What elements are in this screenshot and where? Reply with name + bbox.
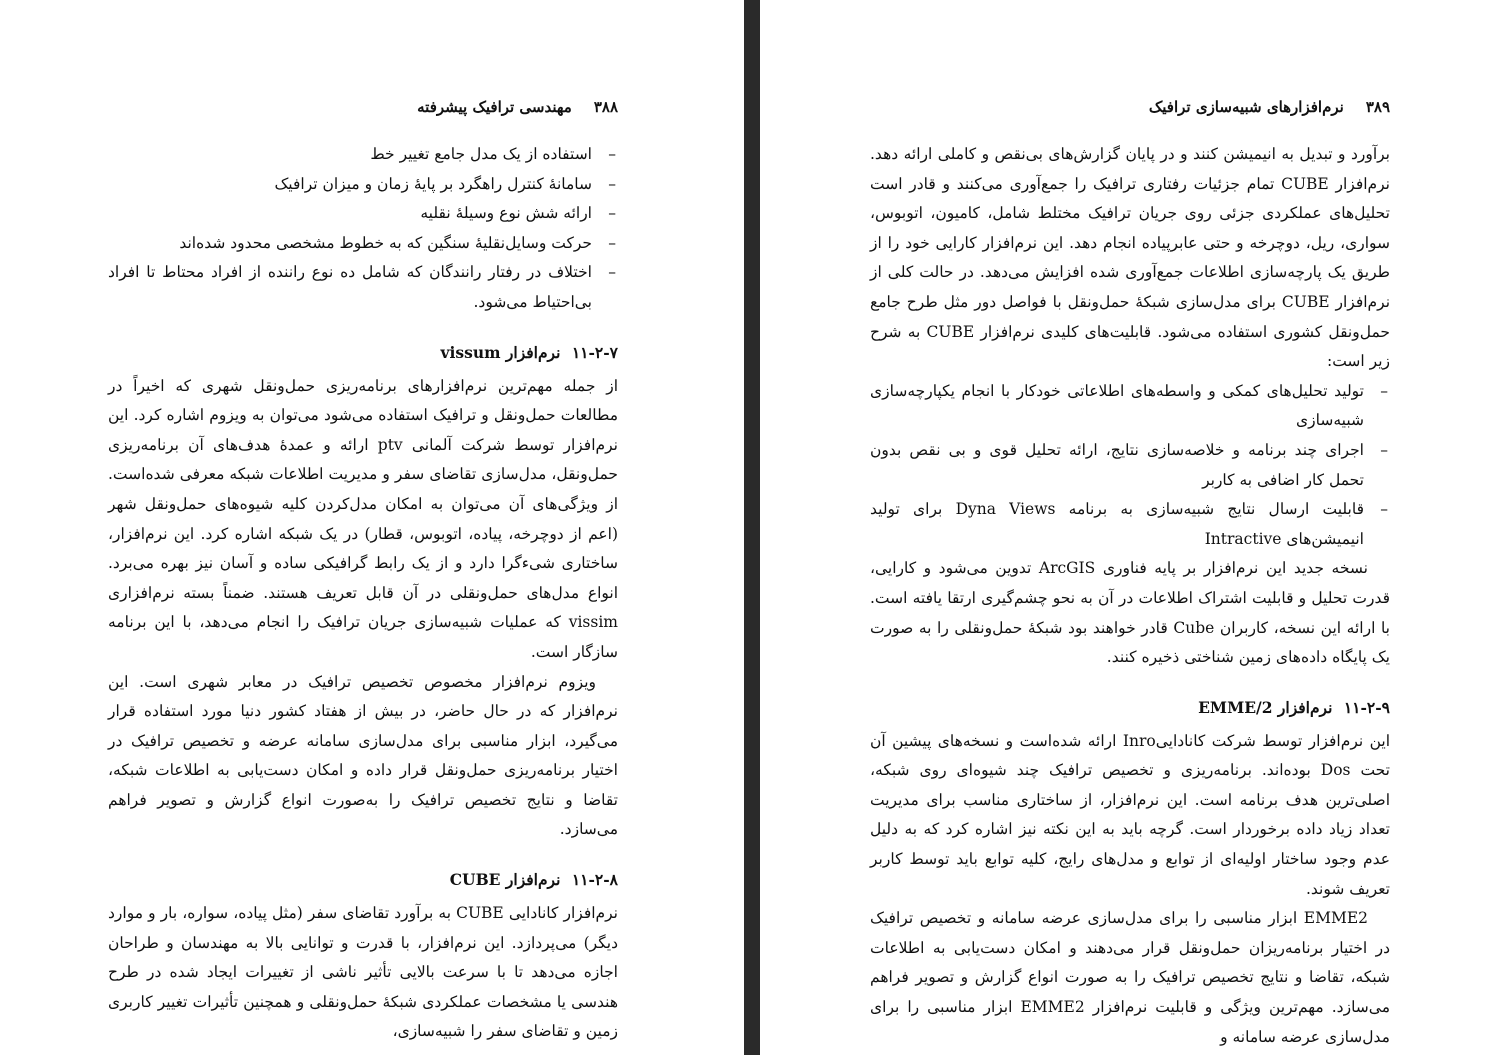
right-running-head <box>870 92 1390 122</box>
list-item: – اختلاف در رفتار رانندگان که شامل ده نوع راننده از افراد محتاط تا افراد بی‌احتیاط می‌شود. <box>108 258 618 317</box>
list-item: – حرکت وسایل‌نقلیهٔ سنگین که به خطوط مشخصی محدود شده‌اند <box>108 229 618 259</box>
book-gutter <box>744 0 760 1055</box>
list-item: – تولید تحلیل‌های کمکی و واسطه‌های اطلاعاتی خودکار با انجام یکپارچه‌سازی شبیه‌سازی <box>870 377 1390 436</box>
paragraph: نرم‌افزار کانادایی CUBE به برآورد تقاضای سفر (مثل پیاده، سواره، بار و موارد دیگر) می‌پردازد. این نرم‌افزار، با قدرت و توانایی بالا به مهندسان و طراحان اجازه می‌دهد تا با سرعت بالایی تأثیر ناشی از تغییرات ایجاد شده در طرح هندسی یا مشخصات عملکردی شبکهٔ حمل‌ونقلی و همچنین تأثیرات تغییر کاربری زمین و تقاضای سفر را شبیه‌سازی، <box>108 904 618 1041</box>
paragraph: برآورد و تبدیل به انیمیشن کنند و در پایان گزارش‌های بی‌نقص و کاملی ارائه دهد. نرم‌افزار CUBE تمام جزئیات رفتاری ترافیک را جمع‌آوری می‌کنند و قادر است تحلیل‌های عملکردی جزئی روی جریان ترافیک مختلط شامل، کامیون، اتوبوس، سواری، ریل، دوچرخه و حتی عابرپیاده انجام دهد. این نرم‌افزار کارایی خود را از طریق یک پارچه‌سازی اطلاعات جمع‌آوری شده افزایش می‌دهد. در حالت کلی از نرم‌افزار CUBE برای مدل‌سازی شبکهٔ حمل‌ونقل با فواصل دور مثل طرح جامع حمل‌ونقل کشوری استفاده می‌شود. قابلیت‌های کلیدی نرم‌افزار CUBE به شرح زیر است: <box>870 145 1391 371</box>
left-page-content <box>108 92 618 1047</box>
section-number: ۱۱-۲-۷ <box>571 342 618 362</box>
paragraph: EMME2 ابزار مناسبی را برای مدل‌سازی عرضه سامانه و تخصیص ترافیک در اختیار برنامه‌ریزان حمل‌ونقل قرار می‌دهند و امکان دست‌یابی به اطلاعات شبکه، تقاضا و نتایج تخصیص ترافیک را به صورت انواع گزارش و تصویر فراهم می‌سازد. مهم‌ترین ویژگی و قابلیت نرم‌افزار EMME2 ابزار مناسبی را برای مدل‌سازی عرضه سامانه و <box>870 909 1390 1046</box>
page-number: ۳۸۸ <box>593 98 618 116</box>
section-title: نرم‌افزار vissum <box>440 342 561 362</box>
left-running-head <box>108 92 618 122</box>
section-title: نرم‌افزار CUBE <box>449 870 561 890</box>
list-item: – اجرای چند برنامه و خلاصه‌سازی نتایج، ارائه تحلیل قوی و بی نقص بدون تحمل کار اضافی به کاربر <box>870 436 1390 495</box>
bullet-list <box>108 140 618 318</box>
paragraph: نسخه جدید این نرم‌افزار بر پایه فناوری ArcGIS تدوین می‌شود و کارایی، قدرت تحلیل و قابلیت اشتراک اطلاعات در آن به نحو چشم‌گیری ارتقا یافته است. با ارائه این نسخه، کاربران Cube قادر خواهند بود شبکهٔ حمل‌ونقلی را به صورت یک پایگاه داده‌های زمین شناختی ذخیره کنند. <box>870 559 1390 667</box>
section-heading-emme2 <box>870 693 1390 723</box>
paragraph: ویزوم نرم‌افزار مخصوص تخصیص ترافیک در معابر شهری است. این نرم‌افزار که در حال حاضر، در بیش از هفتاد کشور دنیا مورد استفاده قرار می‌گیرد، ابزار مناسبی برای مدل‌سازی سامانه عرضه و تخصیص ترافیک در اختیار برنامه‌ریزی حمل‌ونقل قرار داده و امکان دست‌یابی به اطلاعات شبکه، تقاضا و نتایج تخصیص ترافیک را به‌صورت انواع گزارش و تصویر فراهم می‌سازد. <box>108 672 618 839</box>
list-item: – استفاده از یک مدل جامع تغییر خط <box>108 140 618 170</box>
left-page <box>0 0 744 1055</box>
list-item: – سامانهٔ کنترل راهگرد بر پایهٔ زمان و میزان ترافیک <box>108 170 618 200</box>
list-item: – قابلیت ارسال نتایج شبیه‌سازی به برنامه Dyna Views برای تولید انیمیشن‌های Intractive <box>870 495 1390 554</box>
bullet-list <box>870 377 1390 555</box>
section-title: نرم‌افزار EMME/2 <box>1198 697 1333 717</box>
page-number: ۳۸۹ <box>1365 98 1390 116</box>
section-heading-cube <box>108 865 618 895</box>
running-title: نرم‌افزارهای شبیه‌سازی ترافیک <box>1148 98 1344 116</box>
section-heading-vissum <box>108 338 618 368</box>
right-page-content <box>870 92 1390 1052</box>
paragraph: این نرم‌افزار توسط شرکت کاناداییInro ارائه شده‌است و نسخه‌های پیشین آن تحت Dos بوده‌اند. برنامه‌ریزی و تخصیص ترافیک چند شیوه‌ای روی شبکه، اصلی‌ترین هدف برنامه است. این نرم‌افزار، از ساختاری مناسب برای مدیریت تعداد زیاد داده برخوردار است. گرچه باید به این نکته نیز اشاره کرد که به دلیل عدم وجود ساختار اولیه‌ای از توابع و مدل‌های رایج، کلیه توابع باید توسط کاربر تعریف شوند. <box>870 731 1391 898</box>
section-number: ۱۱-۲-۸ <box>571 870 618 890</box>
right-page <box>760 0 1510 1055</box>
paragraph: از جمله مهم‌ترین نرم‌افزارهای برنامه‌ریزی حمل‌ونقل شهری که اخیراً در مطالعات حمل‌ونقل و ترافیک استفاده می‌شود می‌توان به ویزوم اشاره کرد. این نرم‌افزار توسط شرکت آلمانی ptv ارائه و عمدهٔ هدف‌های آن برنامه‌ریزی حمل‌ونقل، مدل‌سازی تقاضای سفر و مدیریت اطلاعات شبکه معرفی شده‌است. از ویژگی‌های آن می‌توان به امکان مدل‌کردن کلیه شیوه‌های حمل‌ونقل شهر (اعم از دوچرخه، پیاده، اتوبوس، قطار) در یک شبکه اشاره کرد. این نرم‌افزار، ساختاری شیء‌گرا دارد و از یک رابط گرافیکی ساده و آسان نیز بهره می‌برد. انواع مدل‌های حمل‌ونقلی در آن قابل تعریف هستند. ضمناً بسته نرم‌افزاری vissim که عملیات شبیه‌سازی جریان ترافیک را انجام می‌دهد، با این برنامه سازگار است. <box>108 376 618 661</box>
section-number: ۱۱-۲-۹ <box>1343 697 1390 717</box>
list-item: – ارائه شش نوع وسیلهٔ نقلیه <box>108 199 618 229</box>
running-title: مهندسی ترافیک پیشرفته <box>417 98 572 116</box>
